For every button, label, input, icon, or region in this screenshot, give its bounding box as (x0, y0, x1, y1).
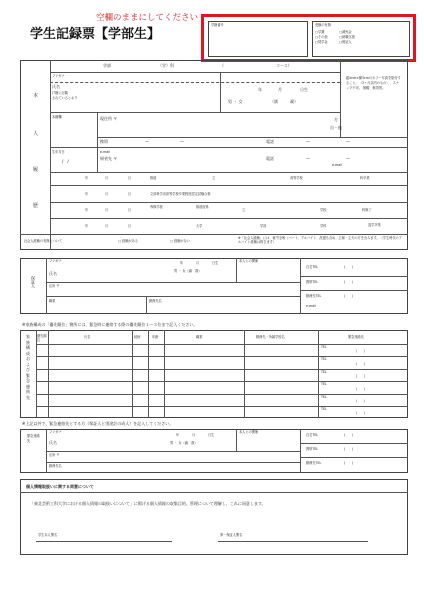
course-open: （ (220, 63, 224, 68)
birth-date-label: 生年月日 (52, 150, 65, 154)
history-established: 立 (212, 176, 216, 180)
dash: — (346, 156, 350, 161)
photo-note (346, 76, 402, 91)
history-vocational: 専修学校 (150, 205, 163, 209)
name-note: 戸籍に記載 (52, 91, 68, 95)
tel-paren: ( ) (344, 461, 353, 465)
col-name: 氏名 (84, 335, 91, 339)
history-year: 年 (85, 224, 89, 228)
email-label: e-mail (306, 304, 316, 308)
notice-text: 空欄のままにしてください (96, 13, 199, 23)
history-school: 高等学校 (290, 176, 303, 180)
email-label: e-mail (100, 150, 110, 154)
name-label: 氏名 (49, 440, 57, 445)
domicile-label: 本籍欄 (52, 115, 62, 119)
tel-paren: ( ) (356, 399, 365, 403)
exam-label: 受験の有無 (315, 23, 331, 27)
emergency-side-label: 緊急連絡先 (27, 434, 40, 443)
return-home-label: 帰省先 〒 (100, 156, 118, 161)
phone-label: 電話 (266, 139, 274, 144)
history-year: 年 (85, 192, 89, 196)
history-year: 年 (85, 176, 89, 180)
history-month: 月 (105, 176, 109, 180)
emergency-instruction: ※上記以外で、緊急連絡先とする方（保証人と別途計の成人）を記入してください。 (22, 421, 174, 426)
office-option[interactable]: □就職支援 (339, 35, 355, 39)
phone-label: 電話 (266, 156, 274, 161)
birth-day: 日生 (300, 87, 308, 92)
address-label: 住所 〒 (49, 453, 60, 457)
tel-paren: ( ) (356, 362, 365, 366)
side-char: 歴 (33, 203, 39, 209)
student-number-label: 学籍番号 (211, 23, 224, 27)
guarantor-side-label: 保証人 (31, 276, 36, 288)
history-day: 日 (128, 208, 132, 212)
side-char: 履 (33, 167, 39, 173)
name-label: 氏名 (52, 84, 60, 89)
job-label: 職業 (49, 299, 56, 303)
guarantor-sign-label: 第一保証人署名 (220, 533, 243, 537)
office-option[interactable]: □その他 (315, 35, 328, 39)
consent-body: 「東北芸術工科大学における個人情報の取扱いについて」に掲げる個人情報の収集目的、管理について理解し、これに同意します。 (30, 501, 266, 506)
col-job: 職業 (196, 335, 203, 339)
history-day: 日 (128, 176, 132, 180)
gender-choice[interactable]: 男 ・ 女（満 歳） (174, 269, 202, 273)
col-age: 年齢 (152, 335, 159, 339)
history-month: 月 (105, 208, 109, 212)
guarantor-sign-line[interactable] (218, 541, 368, 542)
gender-choice[interactable]: 男 ・ 女（満 歳） (170, 441, 198, 445)
col-priority: 優先順位 (37, 334, 47, 342)
tel-label: TEL (321, 407, 327, 411)
birth-date-value[interactable]: / / (62, 159, 69, 164)
department-label: 学部 (103, 63, 111, 68)
mobile-tel-label: 携帯TEL (306, 280, 319, 284)
student-sign-label: 学生本人署名 (38, 533, 58, 537)
student-sign-line[interactable] (36, 541, 172, 542)
tel-label: TEL (321, 370, 327, 374)
birth-day: 日生 (208, 433, 215, 437)
history-pref: 都道府県 (196, 205, 209, 209)
office-use-box (201, 14, 416, 62)
tel-label: TEL (321, 382, 327, 386)
tel-paren: ( ) (344, 447, 353, 451)
own-house: 自・他 (330, 125, 342, 130)
birth-month: 月 (192, 433, 196, 437)
history-result: 退学卒業 (368, 223, 381, 227)
work-tel-label: 勤務先TEL (306, 461, 322, 465)
tel-paren: ( ) (344, 280, 353, 284)
history-faculty: 学部 (260, 224, 267, 228)
history-day: 日 (128, 192, 132, 196)
birth-year: 年 (258, 87, 262, 92)
consent-section (20, 479, 408, 555)
tel-paren: ( ) (344, 265, 353, 269)
furigana-label: フリガナ (49, 430, 62, 434)
name-input[interactable] (80, 84, 220, 106)
consent-title: 個人情報取扱いに関する同意について (26, 484, 94, 489)
mobile-label: 携帯 (100, 139, 108, 144)
relation-label: 本人との関係 (239, 430, 259, 434)
tel-label: TEL (321, 357, 327, 361)
history-exam: 文部科学省高等学校卒業程度認定試験合格 (150, 192, 211, 196)
dash: — (306, 156, 310, 161)
office-option[interactable]: □学費 (315, 30, 325, 34)
work-yes-checkbox[interactable]: □ 経験がある (118, 239, 138, 243)
col-emergency: 緊急連絡先 (348, 335, 364, 339)
workplace-label: 勤務先名 (149, 299, 162, 303)
history-result: 科卒業 (360, 176, 370, 180)
photo-note-text2: 無帽、無背景。 (362, 86, 386, 90)
home-tel-label: 自宅TEL (306, 433, 319, 437)
relation-label: 本人との関係 (239, 259, 259, 263)
side-char: 本 (33, 93, 39, 99)
birth-year: 年 (180, 261, 184, 265)
work-exp-label: 社会人経験の有無について (24, 239, 63, 243)
history-univ: 大学 (196, 224, 203, 228)
tel-paren: ( ) (344, 433, 353, 437)
dash: — (180, 139, 184, 144)
history-day: 日 (128, 224, 132, 228)
work-no-checkbox[interactable]: □ 経験がない (170, 239, 190, 243)
course-close: コース） (276, 63, 292, 68)
tel-label: TEL (321, 395, 327, 399)
dash: — (145, 139, 149, 144)
family-side-label: 家族構成および緊急連絡先 (26, 334, 30, 400)
email-label: e-mail (332, 163, 342, 167)
dash: — (346, 139, 350, 144)
history-dept: 学科 (320, 224, 327, 228)
workplace-label: 勤務先名 (49, 464, 62, 468)
family-instruction: ※家族構成の「優先順位」箇所には、緊急時に連絡する際の優先順位１～３位まで記入ください。 (22, 322, 198, 327)
furigana-label: フリガナ (52, 74, 65, 78)
photo-note-text: 縦4cm×横3cmのカラー写真を貼付すること。（3ヶ月以内のもの）、スナップ不可。 (346, 76, 401, 90)
birth-day: 日生 (212, 261, 219, 265)
history-pref: 都道 (150, 176, 157, 180)
gender-choice[interactable]: 男 ・ 女 (228, 99, 243, 104)
col-relation: 続柄 (134, 335, 141, 339)
current-address-label: 現住所 〒 (100, 116, 118, 121)
work-note: ※「社会人経験」には、就労全般（パート、アルバイト、派遣も含め、主婦・主夫の方を含みます。（学生時代のアルバイト経験は除きます） (238, 236, 402, 245)
current-address-input[interactable] (140, 115, 330, 133)
birth-month: 月 (278, 87, 282, 92)
tel-paren: ( ) (356, 387, 365, 391)
history-result: 科修了 (362, 208, 372, 212)
address-label: 住所 〒 (49, 284, 60, 288)
name-note: されているとおり (52, 96, 78, 100)
birth-month: 月 (196, 261, 200, 265)
furigana-label: フリガナ (49, 259, 62, 263)
office-option[interactable]: □保証人 (339, 40, 352, 44)
mobile-tel-label: 携帯TEL (306, 447, 319, 451)
history-month: 月 (105, 192, 109, 196)
dash: — (306, 139, 310, 144)
tel-paren: ( ) (356, 374, 365, 378)
work-tel-label: 勤務先TEL (306, 294, 322, 298)
name-label: 氏名 (49, 271, 57, 276)
history-school: 学校 (320, 208, 327, 212)
col-workplace: 勤務先・所属学校名 (256, 335, 285, 339)
side-char: 人 (33, 131, 39, 137)
tel-paren: ( ) (356, 411, 365, 415)
birth-year: 年 (176, 433, 180, 437)
history-year: 年 (85, 208, 89, 212)
prefecture-suffix: 方 (334, 117, 338, 122)
history-month: 月 (105, 224, 109, 228)
page-title: 学生記録票【学部生】 (30, 27, 161, 42)
tel-paren: ( ) (344, 294, 353, 298)
tel-paren: ( ) (356, 349, 365, 353)
tel-label: TEL (321, 345, 327, 349)
office-option[interactable]: □奨学金 (315, 40, 328, 44)
history-established: 立 (242, 208, 246, 212)
home-tel-label: 自宅TEL (306, 265, 319, 269)
age-field: （満 歳） (270, 99, 298, 104)
office-option[interactable]: □減免金 (339, 30, 352, 34)
course-label: （学）科 (158, 63, 174, 68)
